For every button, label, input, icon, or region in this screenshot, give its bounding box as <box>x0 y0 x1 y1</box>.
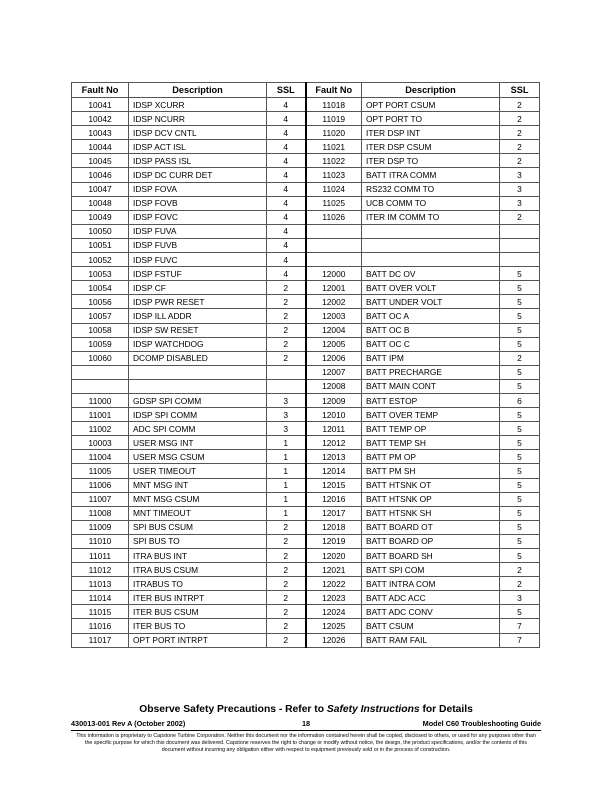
cell-fault-no-right: 12001 <box>306 281 362 295</box>
cell-description-right: BATT ESTOP <box>362 393 500 407</box>
cell-ssl: 2 <box>267 323 306 337</box>
cell-ssl: 2 <box>267 549 306 563</box>
cell-fault-no-right: 11023 <box>306 168 362 182</box>
table-row <box>72 210 540 224</box>
cell-fault-no: 10048 <box>72 196 129 210</box>
cell-ssl: 2 <box>267 351 306 365</box>
cell-fault-no: 11015 <box>72 605 129 619</box>
cell-description <box>129 379 267 393</box>
cell-description-right: BATT DC OV <box>362 267 500 281</box>
cell-ssl: 1 <box>267 492 306 506</box>
cell-description: ITRA BUS CSUM <box>129 563 267 577</box>
cell-description-right: BATT PM OP <box>362 450 500 464</box>
cell-ssl-right: 7 <box>500 619 540 633</box>
cell-ssl: 2 <box>267 577 306 591</box>
cell-fault-no-right: 12000 <box>306 267 362 281</box>
cell-ssl: 2 <box>267 633 306 647</box>
cell-ssl-right: 5 <box>500 365 540 379</box>
guide-title: Model C60 Troubleshooting Guide <box>422 719 541 728</box>
cell-description: IDSP PASS ISL <box>129 154 267 168</box>
cell-ssl-right: 6 <box>500 393 540 407</box>
table-row <box>72 393 540 407</box>
cell-ssl-right: 5 <box>500 506 540 520</box>
table-row <box>72 154 540 168</box>
cell-description: USER MSG INT <box>129 436 267 450</box>
cell-fault-no: 10053 <box>72 267 129 281</box>
cell-ssl-right: 3 <box>500 196 540 210</box>
cell-description-right: UCB COMM TO <box>362 196 500 210</box>
cell-ssl: 1 <box>267 464 306 478</box>
cell-fault-no-right: 12021 <box>306 563 362 577</box>
cell-ssl-right: 2 <box>500 154 540 168</box>
cell-description-right: BATT OC B <box>362 323 500 337</box>
cell-ssl-right: 5 <box>500 408 540 422</box>
cell-fault-no-right: 11026 <box>306 210 362 224</box>
table-row <box>72 309 540 323</box>
cell-fault-no-right: 11020 <box>306 126 362 140</box>
cell-description-right: BATT ITRA COMM <box>362 168 500 182</box>
cell-ssl-right: 5 <box>500 478 540 492</box>
cell-fault-no-right: 12013 <box>306 450 362 464</box>
footer-divider <box>71 730 541 731</box>
cell-description-right: BATT OC C <box>362 337 500 351</box>
cell-description-right: BATT BOARD OP <box>362 534 500 548</box>
cell-description: GDSP SPI COMM <box>129 393 267 407</box>
cell-fault-no: 11004 <box>72 450 129 464</box>
cell-description: IDSP FOVB <box>129 196 267 210</box>
cell-description-right: BATT BOARD SH <box>362 549 500 563</box>
cell-description: MNT MSG CSUM <box>129 492 267 506</box>
cell-ssl: 4 <box>267 140 306 154</box>
cell-fault-no-right: 11018 <box>306 98 362 112</box>
cell-ssl-right: 2 <box>500 140 540 154</box>
table-row <box>72 267 540 281</box>
table-row <box>72 337 540 351</box>
cell-ssl-right <box>500 238 540 252</box>
header-description-right: Description <box>362 83 500 98</box>
cell-description-right: ITER IM COMM TO <box>362 210 500 224</box>
cell-ssl: 4 <box>267 224 306 238</box>
cell-description-right: BATT CSUM <box>362 619 500 633</box>
safety-notice <box>0 704 612 715</box>
cell-ssl: 2 <box>267 337 306 351</box>
cell-description: IDSP WATCHDOG <box>129 337 267 351</box>
cell-description-right: BATT PM SH <box>362 464 500 478</box>
table-row <box>72 478 540 492</box>
cell-description: IDSP FUVC <box>129 253 267 267</box>
table-row <box>72 520 540 534</box>
cell-ssl-right: 2 <box>500 577 540 591</box>
cell-fault-no: 11007 <box>72 492 129 506</box>
table-row <box>72 295 540 309</box>
cell-fault-no-right: 11025 <box>306 196 362 210</box>
cell-description-right: BATT HTSNK OP <box>362 492 500 506</box>
cell-description-right: BATT HTSNK OT <box>362 478 500 492</box>
cell-description-right <box>362 253 500 267</box>
table-row <box>72 351 540 365</box>
table-row <box>72 323 540 337</box>
cell-ssl-right: 2 <box>500 98 540 112</box>
cell-description: ITER BUS CSUM <box>129 605 267 619</box>
cell-description: ITRA BUS INT <box>129 549 267 563</box>
cell-fault-no-right <box>306 238 362 252</box>
table-row <box>72 126 540 140</box>
cell-description: IDSP ILL ADDR <box>129 309 267 323</box>
cell-description: IDSP NCURR <box>129 112 267 126</box>
cell-fault-no-right: 12010 <box>306 408 362 422</box>
cell-ssl-right: 2 <box>500 351 540 365</box>
cell-ssl-right: 5 <box>500 281 540 295</box>
cell-fault-no: 11006 <box>72 478 129 492</box>
proprietary-disclaimer: This information is proprietary to Capstone Turbine Corporation. Neither this document nor the information contained herein shall be copied, disclosed to others, or used for any purposes other than the specific purpose for which this document was delivered. Capstone reserves the right to change or modify without notice, the design, the product specifications, and/or the contents of this document without incurring any obligation either with respect to equipment previously sold or in the process of construction. <box>76 733 536 753</box>
cell-fault-no: 10043 <box>72 126 129 140</box>
cell-ssl: 4 <box>267 267 306 281</box>
cell-description-right <box>362 238 500 252</box>
cell-description: ITER BUS TO <box>129 619 267 633</box>
cell-fault-no-right: 12004 <box>306 323 362 337</box>
cell-fault-no-right: 12003 <box>306 309 362 323</box>
cell-ssl-right: 5 <box>500 309 540 323</box>
table-row <box>72 224 540 238</box>
cell-fault-no: 11009 <box>72 520 129 534</box>
cell-fault-no-right: 12008 <box>306 379 362 393</box>
cell-fault-no-right: 12018 <box>306 520 362 534</box>
cell-description: IDSP DC CURR DET <box>129 168 267 182</box>
cell-fault-no: 11002 <box>72 422 129 436</box>
cell-ssl: 2 <box>267 591 306 605</box>
cell-ssl <box>267 379 306 393</box>
fault-code-table <box>71 82 540 648</box>
cell-fault-no: 10045 <box>72 154 129 168</box>
cell-description-right: BATT OC A <box>362 309 500 323</box>
cell-description: IDSP SPI COMM <box>129 408 267 422</box>
cell-fault-no: 11001 <box>72 408 129 422</box>
cell-ssl-right <box>500 253 540 267</box>
cell-fault-no-right: 11022 <box>306 154 362 168</box>
cell-ssl-right: 5 <box>500 337 540 351</box>
cell-fault-no: 10003 <box>72 436 129 450</box>
table-row <box>72 281 540 295</box>
cell-ssl-right: 5 <box>500 422 540 436</box>
cell-ssl-right: 2 <box>500 112 540 126</box>
cell-ssl: 4 <box>267 210 306 224</box>
cell-description-right: BATT TEMP OP <box>362 422 500 436</box>
header-ssl-right: SSL <box>500 83 540 98</box>
table-row <box>72 549 540 563</box>
header-fault-no-right: Fault No <box>306 83 362 98</box>
table-row <box>72 577 540 591</box>
cell-description-right: BATT INTRA COM <box>362 577 500 591</box>
cell-description: ITER BUS INTRPT <box>129 591 267 605</box>
cell-description-right: BATT OVER VOLT <box>362 281 500 295</box>
cell-fault-no-right: 12020 <box>306 549 362 563</box>
cell-description: IDSP FOVC <box>129 210 267 224</box>
cell-description: DCOMP DISABLED <box>129 351 267 365</box>
cell-ssl: 2 <box>267 295 306 309</box>
cell-ssl: 2 <box>267 309 306 323</box>
cell-ssl: 3 <box>267 393 306 407</box>
cell-description: IDSP PWR RESET <box>129 295 267 309</box>
cell-ssl-right: 5 <box>500 323 540 337</box>
cell-description: ADC SPI COMM <box>129 422 267 436</box>
table-row <box>72 633 540 647</box>
cell-description-right: BATT MAIN CONT <box>362 379 500 393</box>
table-row <box>72 168 540 182</box>
cell-fault-no-right: 12011 <box>306 422 362 436</box>
cell-fault-no-right: 11024 <box>306 182 362 196</box>
cell-fault-no: 10044 <box>72 140 129 154</box>
cell-fault-no: 10047 <box>72 182 129 196</box>
cell-fault-no <box>72 379 129 393</box>
cell-fault-no: 11012 <box>72 563 129 577</box>
cell-fault-no: 10057 <box>72 309 129 323</box>
cell-fault-no-right: 12012 <box>306 436 362 450</box>
cell-fault-no: 11016 <box>72 619 129 633</box>
cell-fault-no: 10052 <box>72 253 129 267</box>
cell-ssl: 2 <box>267 563 306 577</box>
cell-fault-no: 10046 <box>72 168 129 182</box>
cell-description-right: BATT SPI COM <box>362 563 500 577</box>
cell-fault-no-right: 12014 <box>306 464 362 478</box>
table-row <box>72 506 540 520</box>
table-row <box>72 112 540 126</box>
cell-description: MNT MSG INT <box>129 478 267 492</box>
table-row <box>72 253 540 267</box>
cell-fault-no: 10050 <box>72 224 129 238</box>
cell-ssl-right: 7 <box>500 633 540 647</box>
cell-ssl: 4 <box>267 168 306 182</box>
cell-description: IDSP FUVA <box>129 224 267 238</box>
cell-ssl-right: 2 <box>500 126 540 140</box>
cell-fault-no: 10060 <box>72 351 129 365</box>
cell-fault-no: 10058 <box>72 323 129 337</box>
cell-description-right: ITER DSP TO <box>362 154 500 168</box>
cell-ssl-right: 5 <box>500 379 540 393</box>
cell-description: IDSP FUVB <box>129 238 267 252</box>
cell-ssl-right: 5 <box>500 436 540 450</box>
cell-ssl-right: 5 <box>500 450 540 464</box>
cell-description: IDSP SW RESET <box>129 323 267 337</box>
cell-ssl-right <box>500 224 540 238</box>
cell-fault-no-right: 11021 <box>306 140 362 154</box>
cell-description-right: BATT ADC ACC <box>362 591 500 605</box>
cell-description-right: BATT HTSNK SH <box>362 506 500 520</box>
cell-description: MNT TIMEOUT <box>129 506 267 520</box>
cell-ssl: 1 <box>267 506 306 520</box>
cell-description: USER TIMEOUT <box>129 464 267 478</box>
cell-description: IDSP XCURR <box>129 98 267 112</box>
table-row <box>72 591 540 605</box>
cell-ssl-right: 5 <box>500 605 540 619</box>
cell-fault-no-right: 12007 <box>306 365 362 379</box>
cell-description-right: BATT BOARD OT <box>362 520 500 534</box>
header-fault-no: Fault No <box>72 83 129 98</box>
cell-description-right: BATT TEMP SH <box>362 436 500 450</box>
cell-fault-no-right: 11019 <box>306 112 362 126</box>
cell-description-right: BATT RAM FAIL <box>362 633 500 647</box>
cell-ssl-right: 5 <box>500 267 540 281</box>
cell-fault-no-right: 12016 <box>306 492 362 506</box>
cell-ssl-right: 2 <box>500 210 540 224</box>
cell-ssl-right: 5 <box>500 295 540 309</box>
table-row <box>72 563 540 577</box>
cell-ssl: 1 <box>267 436 306 450</box>
page-number: 18 <box>301 719 311 728</box>
table-row <box>72 619 540 633</box>
table-row <box>72 365 540 379</box>
cell-ssl-right: 3 <box>500 168 540 182</box>
cell-fault-no: 11013 <box>72 577 129 591</box>
cell-ssl: 3 <box>267 422 306 436</box>
cell-ssl-right: 5 <box>500 534 540 548</box>
cell-description <box>129 365 267 379</box>
cell-fault-no: 11014 <box>72 591 129 605</box>
table-row <box>72 436 540 450</box>
header-ssl: SSL <box>267 83 306 98</box>
cell-ssl: 1 <box>267 478 306 492</box>
table-header-row <box>72 83 540 98</box>
cell-fault-no: 10042 <box>72 112 129 126</box>
cell-ssl-right: 3 <box>500 591 540 605</box>
cell-description-right: BATT ADC CONV <box>362 605 500 619</box>
cell-description-right: OPT PORT CSUM <box>362 98 500 112</box>
cell-fault-no-right: 12002 <box>306 295 362 309</box>
cell-description: IDSP CF <box>129 281 267 295</box>
cell-description-right: BATT UNDER VOLT <box>362 295 500 309</box>
cell-ssl: 4 <box>267 154 306 168</box>
cell-ssl-right: 5 <box>500 520 540 534</box>
cell-ssl: 1 <box>267 450 306 464</box>
cell-ssl-right: 3 <box>500 182 540 196</box>
table-row <box>72 450 540 464</box>
cell-ssl: 2 <box>267 619 306 633</box>
table-row <box>72 182 540 196</box>
safety-instructions-link-text: Safety Instructions <box>326 704 420 715</box>
cell-description: OPT PORT INTRPT <box>129 633 267 647</box>
cell-description-right: ITER DSP CSUM <box>362 140 500 154</box>
table-row <box>72 534 540 548</box>
cell-fault-no-right: 12019 <box>306 534 362 548</box>
cell-ssl: 2 <box>267 520 306 534</box>
cell-description: IDSP FSTUF <box>129 267 267 281</box>
cell-description: SPI BUS TO <box>129 534 267 548</box>
cell-fault-no: 10059 <box>72 337 129 351</box>
cell-fault-no-right: 12026 <box>306 633 362 647</box>
table-row <box>72 379 540 393</box>
cell-description-right: OPT PORT TO <box>362 112 500 126</box>
cell-description-right: ITER DSP INT <box>362 126 500 140</box>
cell-description: IDSP FOVA <box>129 182 267 196</box>
cell-fault-no: 10051 <box>72 238 129 252</box>
table-row <box>72 422 540 436</box>
cell-description: ITRABUS TO <box>129 577 267 591</box>
cell-fault-no: 10049 <box>72 210 129 224</box>
cell-fault-no: 11017 <box>72 633 129 647</box>
cell-fault-no-right: 12017 <box>306 506 362 520</box>
cell-description-right: RS232 COMM TO <box>362 182 500 196</box>
cell-fault-no: 11000 <box>72 393 129 407</box>
table-row <box>72 196 540 210</box>
cell-fault-no: 10056 <box>72 295 129 309</box>
cell-ssl: 2 <box>267 534 306 548</box>
cell-ssl: 4 <box>267 182 306 196</box>
header-description: Description <box>129 83 267 98</box>
cell-description: IDSP ACT ISL <box>129 140 267 154</box>
cell-ssl-right: 5 <box>500 549 540 563</box>
table-row <box>72 492 540 506</box>
cell-ssl: 4 <box>267 126 306 140</box>
cell-fault-no: 11005 <box>72 464 129 478</box>
cell-ssl <box>267 365 306 379</box>
cell-fault-no-right <box>306 253 362 267</box>
cell-ssl: 2 <box>267 281 306 295</box>
cell-fault-no-right: 12024 <box>306 605 362 619</box>
cell-ssl: 4 <box>267 112 306 126</box>
table-row <box>72 140 540 154</box>
table-row <box>72 238 540 252</box>
cell-fault-no-right: 12025 <box>306 619 362 633</box>
cell-ssl: 4 <box>267 253 306 267</box>
cell-ssl-right: 2 <box>500 563 540 577</box>
cell-description-right: BATT PRECHARGE <box>362 365 500 379</box>
cell-fault-no: 10041 <box>72 98 129 112</box>
cell-description-right: BATT OVER TEMP <box>362 408 500 422</box>
cell-fault-no-right: 12022 <box>306 577 362 591</box>
cell-fault-no: 11011 <box>72 549 129 563</box>
table-row <box>72 408 540 422</box>
cell-fault-no-right: 12005 <box>306 337 362 351</box>
cell-ssl: 3 <box>267 408 306 422</box>
cell-description: USER MSG CSUM <box>129 450 267 464</box>
cell-fault-no-right: 12015 <box>306 478 362 492</box>
cell-ssl: 2 <box>267 605 306 619</box>
safety-text-end: for Details <box>419 704 473 715</box>
cell-description: IDSP DCV CNTL <box>129 126 267 140</box>
cell-fault-no <box>72 365 129 379</box>
cell-ssl: 4 <box>267 196 306 210</box>
cell-description-right: BATT IPM <box>362 351 500 365</box>
cell-ssl-right: 5 <box>500 492 540 506</box>
table-row <box>72 464 540 478</box>
doc-number: 430013-001 Rev A (October 2002) <box>71 719 186 728</box>
cell-fault-no-right <box>306 224 362 238</box>
table-row <box>72 98 540 112</box>
cell-ssl: 4 <box>267 238 306 252</box>
cell-description-right <box>362 224 500 238</box>
cell-ssl-right: 5 <box>500 464 540 478</box>
cell-fault-no: 11008 <box>72 506 129 520</box>
cell-fault-no-right: 12006 <box>306 351 362 365</box>
cell-description: SPI BUS CSUM <box>129 520 267 534</box>
cell-fault-no: 10054 <box>72 281 129 295</box>
cell-fault-no-right: 12023 <box>306 591 362 605</box>
cell-ssl: 4 <box>267 98 306 112</box>
table-row <box>72 605 540 619</box>
cell-fault-no: 11010 <box>72 534 129 548</box>
safety-text: Observe Safety Precautions - Refer to <box>139 704 327 715</box>
cell-fault-no-right: 12009 <box>306 393 362 407</box>
